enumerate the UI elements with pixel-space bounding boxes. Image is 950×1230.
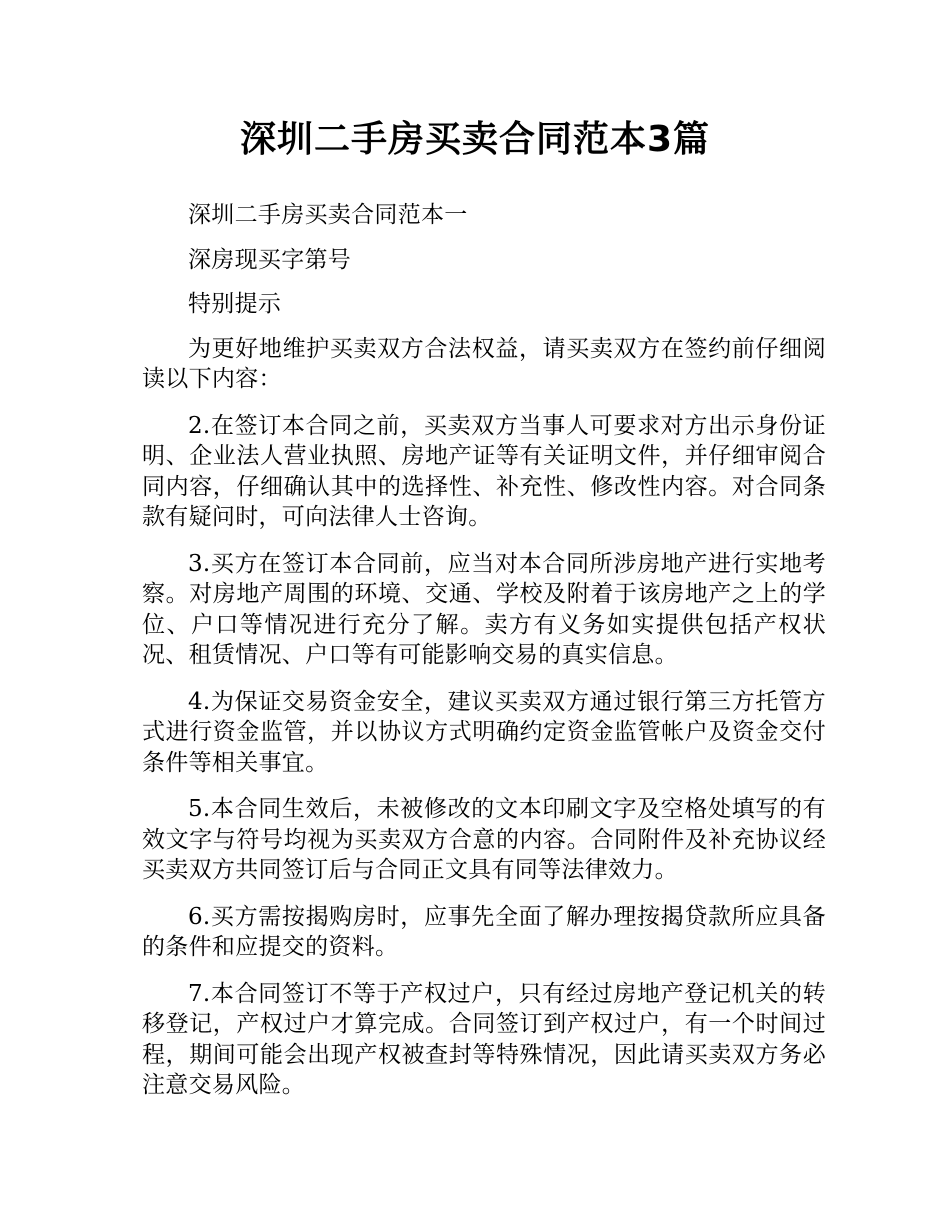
document-body xyxy=(142,200,826,1117)
paragraph-item-3: 3.买方在签订本合同前，应当对本合同所涉房地产进行实地考察。对房地产周围的环境、交通、学校及附着于该房地产之上的学位、户口等情况进行充分了解。卖方有义务如实提供包括产权状况、租赁情况、户口等有可能影响交易的真实信息。 xyxy=(142,550,826,668)
paragraph-item-6: 6.买方需按揭购房时，应事先全面了解办理按揭贷款所应具备的条件和应提交的资料。 xyxy=(142,903,826,960)
paragraph-contract-number: 深房现买字第号 xyxy=(188,246,352,273)
paragraph-intro: 为更好地维护买卖双方合法权益，请买卖双方在签约前仔细阅读以下内容： xyxy=(142,335,826,392)
paragraph-item-7: 7.本合同签订不等于产权过户，只有经过房地产登记机关的转移登记，产权过户才算完成。合同签订到产权过户，有一个时间过程，期间可能会出现产权被查封等特殊情况，因此请买卖双方务必注意交易风险。 xyxy=(142,980,826,1098)
paragraph-item-5: 5.本合同生效后，未被修改的文本印刷文字及空格处填写的有效文字与符号均视为买卖双方合意的内容。合同附件及补充协议经买卖双方共同签订后与合同正文具有同等法律效力。 xyxy=(142,796,826,883)
paragraph-item-4: 4.为保证交易资金安全，建议买卖双方通过银行第三方托管方式进行资金监管，并以协议方式明确约定资金监管帐户及资金交付条件等相关事宜。 xyxy=(142,688,826,776)
paragraph-special-notice: 特别提示 xyxy=(188,291,282,317)
document-title: 深圳二手房买卖合同范本3篇 xyxy=(239,119,711,160)
paragraph-heading: 深圳二手房买卖合同范本一 xyxy=(188,202,468,228)
paragraph-item-2: 2.在签订本合同之前，买卖双方当事人可要求对方出示身份证明、企业法人营业执照、房地产证等有关证明文件，并仔细审阅合同内容，仔细确认其中的选择性、补充性、修改性内容。对合同条款有疑问时，可向法律人士咨询。 xyxy=(142,412,826,530)
